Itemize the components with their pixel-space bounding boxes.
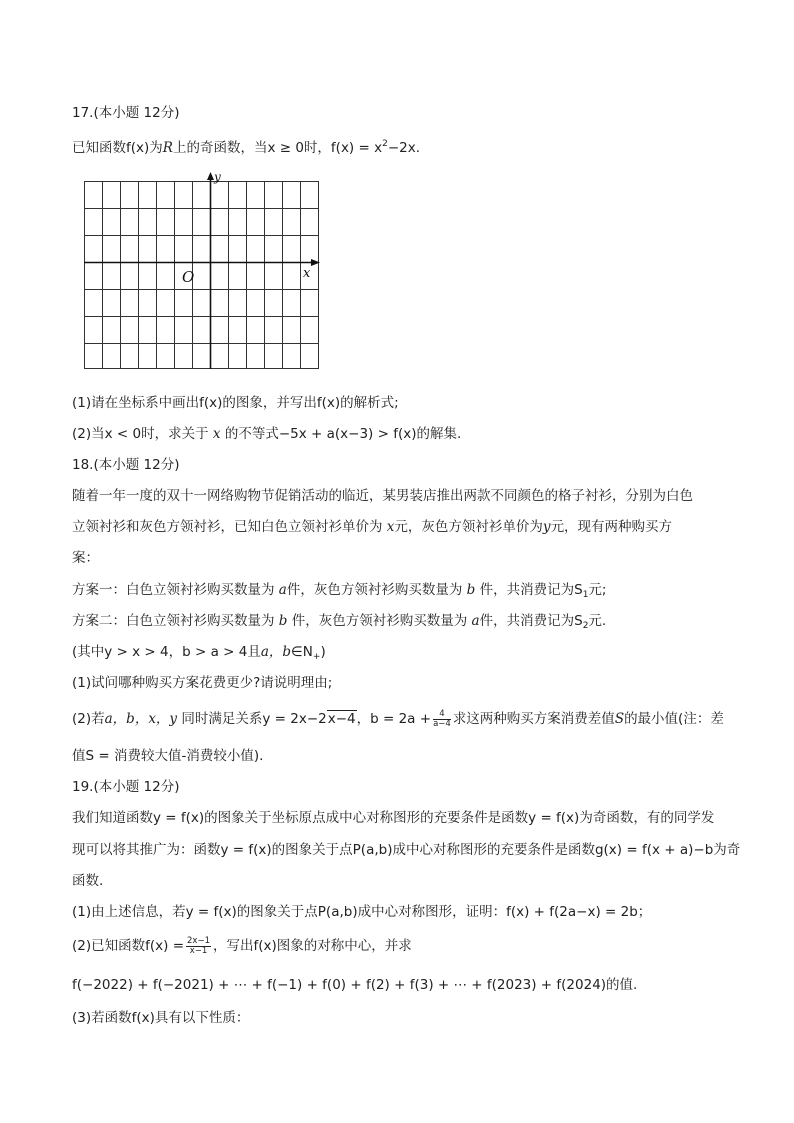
x-axis-label: x — [303, 266, 311, 281]
q18-line1: 随着一年一度的双十一网络购物节促销活动的临近，某男装店推出两款不同颜色的格子衬衫，分别为白色 — [72, 488, 693, 504]
grid-lines — [84, 181, 319, 369]
q17-part2: (2)当x < 0时，求关于 x 的不等式−5x + a(x−3) > f(x)的解集. — [72, 426, 462, 442]
q19-line2: 现可以将其推广为：函数y = f(x)的图象关于点P(a,b)成中心对称图形的充要条件是函数g(x) = f(x + a)−b为奇 — [72, 842, 741, 858]
q18-part1: (1)试问哪种购买方案花费更少?请说明理由; — [72, 675, 333, 691]
q19-part2: (2)已知函数f(x) = $\frac{2x-1}{x-1}$ ，写出f(x)图象的对称中心，并求 — [72, 935, 412, 956]
q18-line3: 案： — [72, 550, 99, 566]
y-axis-label: y — [214, 170, 221, 184]
q18-plan1: 方案一：白色立领衬衫购买数量为 a件，灰色方领衬衫购买数量为 b 件，共消费记为$S_1$元; — [72, 582, 607, 600]
q17-stem: 已知函数f(x)为R上的奇函数，当x ≥ 0时，$f(x) = x^2-2x$. — [72, 139, 421, 156]
y-axis-arrow-icon — [207, 172, 214, 180]
q19-part3: (3)若函数f(x)具有以下性质： — [72, 1010, 250, 1026]
q19-header: 19.(本小题 12分) — [72, 779, 180, 795]
q17-header: 17.(本小题 12分) — [72, 105, 180, 121]
q18-part2: (2)若a，b，x，y 同时满足关系y = 2x−2x−4，b = 2a + $\frac{4}{a-4}$ 求这两种购买方案消费差值S的最小值(注：差 — [72, 708, 724, 729]
q18-condition: (其中y > x > 4，b > a > 4且a，$b\in N_+$) — [72, 644, 326, 662]
q19-line3: 函数. — [72, 873, 104, 889]
q19-part1: (1)由上述信息，若y = f(x)的图象关于点P(a,b)成中心对称图形，证明：f(x) + f(2a−x) = 2b； — [72, 904, 652, 920]
q19-line1: 我们知道函数y = f(x)的图象关于坐标原点成中心对称图形的充要条件是函数y = f(x)为奇函数，有的同学发 — [72, 810, 715, 826]
coordinate-grid — [84, 170, 324, 374]
q19-part2-line2: f(−2022) + f(−2021) + ⋯ + f(−1) + f(0) + f(2) + f(3) + ⋯ + f(2023) + f(2024)的值. — [72, 977, 638, 993]
q18-header: 18.(本小题 12分) — [72, 457, 180, 473]
origin-label: O — [182, 268, 195, 286]
q18-part2-line2: 值S = 消费较大值-消费较小值). — [72, 748, 264, 764]
q18-plan2: 方案二：白色立领衬衫购买数量为 b 件，灰色方领衬衫购买数量为 a件，共消费记为$S_2$元. — [72, 613, 607, 631]
q18-line2: 立领衬衫和灰色方领衬衫，已知白色立领衬衫单价为 x元，灰色方领衬衫单价为y元，现有两种购买方 — [72, 519, 673, 535]
axes — [84, 177, 312, 369]
q17-part1: (1)请在坐标系中画出f(x)的图象，并写出f(x)的解析式; — [72, 395, 399, 411]
